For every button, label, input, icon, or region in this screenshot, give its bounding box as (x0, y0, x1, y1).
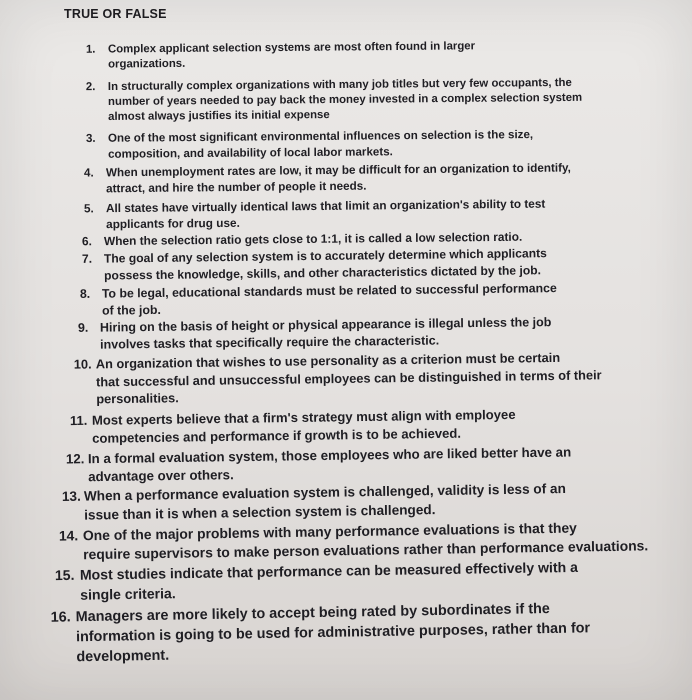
question-item (84, 160, 571, 196)
question-number: 13. (61, 488, 81, 504)
question-item (78, 314, 552, 354)
question-line: In structurally complex organizations with many job titles but very few occupants, the (107, 76, 572, 93)
question-line: applicants for drug use. (106, 215, 240, 232)
question-line: issue than it is when a selection system is challenged. (84, 501, 436, 523)
question-item (51, 598, 591, 667)
question-line: Managers are more likely to accept being rated by subordinates if the (75, 600, 550, 626)
question-item (74, 348, 602, 408)
question-item (55, 558, 579, 605)
question-item (86, 76, 583, 125)
question-number: 12. (65, 451, 85, 467)
question-number: 8. (79, 286, 91, 301)
question-line: information is going to be used for administrative purposes, rather than for (75, 620, 591, 646)
question-number: 14. (58, 527, 79, 544)
question-line: In a formal evaluation system, those employees who are liked better have an (87, 444, 572, 467)
question-line: possess the knowledge, skills, and other characteristics dictated by the job. (104, 262, 542, 283)
question-number: 6. (81, 234, 93, 249)
question-line: One of the most significant environmental influences on selection is the size, (107, 128, 534, 145)
question-item (86, 39, 475, 72)
question-text (104, 245, 547, 283)
question-text (84, 480, 567, 525)
question-line: almost always justifies its initial expense (108, 109, 330, 123)
question-line: personalities. (96, 390, 179, 407)
question-item (66, 443, 572, 486)
question-line: competencies and performance if growth is to be achieved. (92, 425, 462, 446)
question-text (92, 406, 516, 448)
question-line: that successful and unsuccessful employees can be distinguished in terms of their (95, 366, 602, 389)
page-title: TRUE OR FALSE (64, 7, 167, 21)
question-text (102, 280, 557, 320)
question-line: number of years needed to pay back the money invested in a complex selection system (107, 91, 583, 108)
question-number: 11. (69, 412, 88, 429)
question-number: 16. (50, 609, 71, 626)
question-line: Most experts believe that a firm's strategy must align with employee (91, 406, 516, 428)
question-line: All states have virtually identical laws that limit an organization's ability to test (105, 196, 546, 216)
question-line: When a performance evaluation system is challenged, validity is less of an (83, 481, 566, 504)
question-line: attract, and hire the number of people it needs. (106, 179, 367, 195)
question-line: One of the major problems with many performance evaluations is that they (82, 519, 577, 544)
question-item (82, 245, 547, 284)
question-line: development. (76, 647, 170, 666)
question-line: single criteria. (80, 584, 176, 603)
question-text (76, 598, 591, 667)
question-text (96, 348, 602, 408)
question-text (108, 127, 533, 162)
question-item (62, 480, 567, 525)
question-number: 3. (85, 131, 96, 145)
question-line: When unemployment rates are low, it may be difficult for an organization to identify, (105, 161, 571, 180)
question-text (106, 160, 571, 196)
question-line: Most studies indicate that performance can be measured effectively with a (79, 558, 579, 583)
question-text (88, 443, 572, 486)
question-text (80, 558, 579, 605)
question-line: of the job. (102, 302, 161, 318)
question-text (106, 196, 546, 233)
question-line: Complex applicant selection systems are most often found in larger (107, 40, 476, 56)
question-text (108, 76, 583, 125)
question-number: 5. (83, 201, 94, 216)
question-line: advantage over others. (88, 467, 234, 485)
question-line: organizations. (108, 57, 186, 71)
question-number: 2. (85, 81, 96, 94)
question-line: The goal of any selection system is to accurately determine which applicants (103, 246, 547, 266)
question-text (108, 39, 475, 72)
question-item (84, 196, 546, 233)
question-line: require supervisors to make person evaluations rather than performance evaluations. (83, 537, 649, 563)
question-item (70, 406, 516, 448)
question-number: 4. (83, 166, 94, 180)
question-text (100, 314, 552, 354)
question-line: involves tasks that specifically require the characteristic. (100, 333, 440, 352)
question-line: To be legal, educational standards must be related to successful performance (101, 281, 557, 301)
question-item (86, 127, 533, 162)
question-number: 9. (77, 320, 89, 335)
question-number: 7. (81, 251, 93, 266)
question-line: When the selection ratio gets close to 1:1, it is called a low selection ratio. (103, 229, 523, 249)
question-number: 15. (54, 566, 75, 584)
question-number: 1. (85, 43, 96, 56)
question-line: composition, and availability of local labor markets. (108, 144, 393, 161)
question-line: An organization that wishes to use personality as a criterion must be certain (95, 349, 561, 372)
question-number: 10. (73, 356, 92, 372)
question-line: Hiring on the basis of height or physical appearance is illegal unless the job (99, 315, 552, 335)
